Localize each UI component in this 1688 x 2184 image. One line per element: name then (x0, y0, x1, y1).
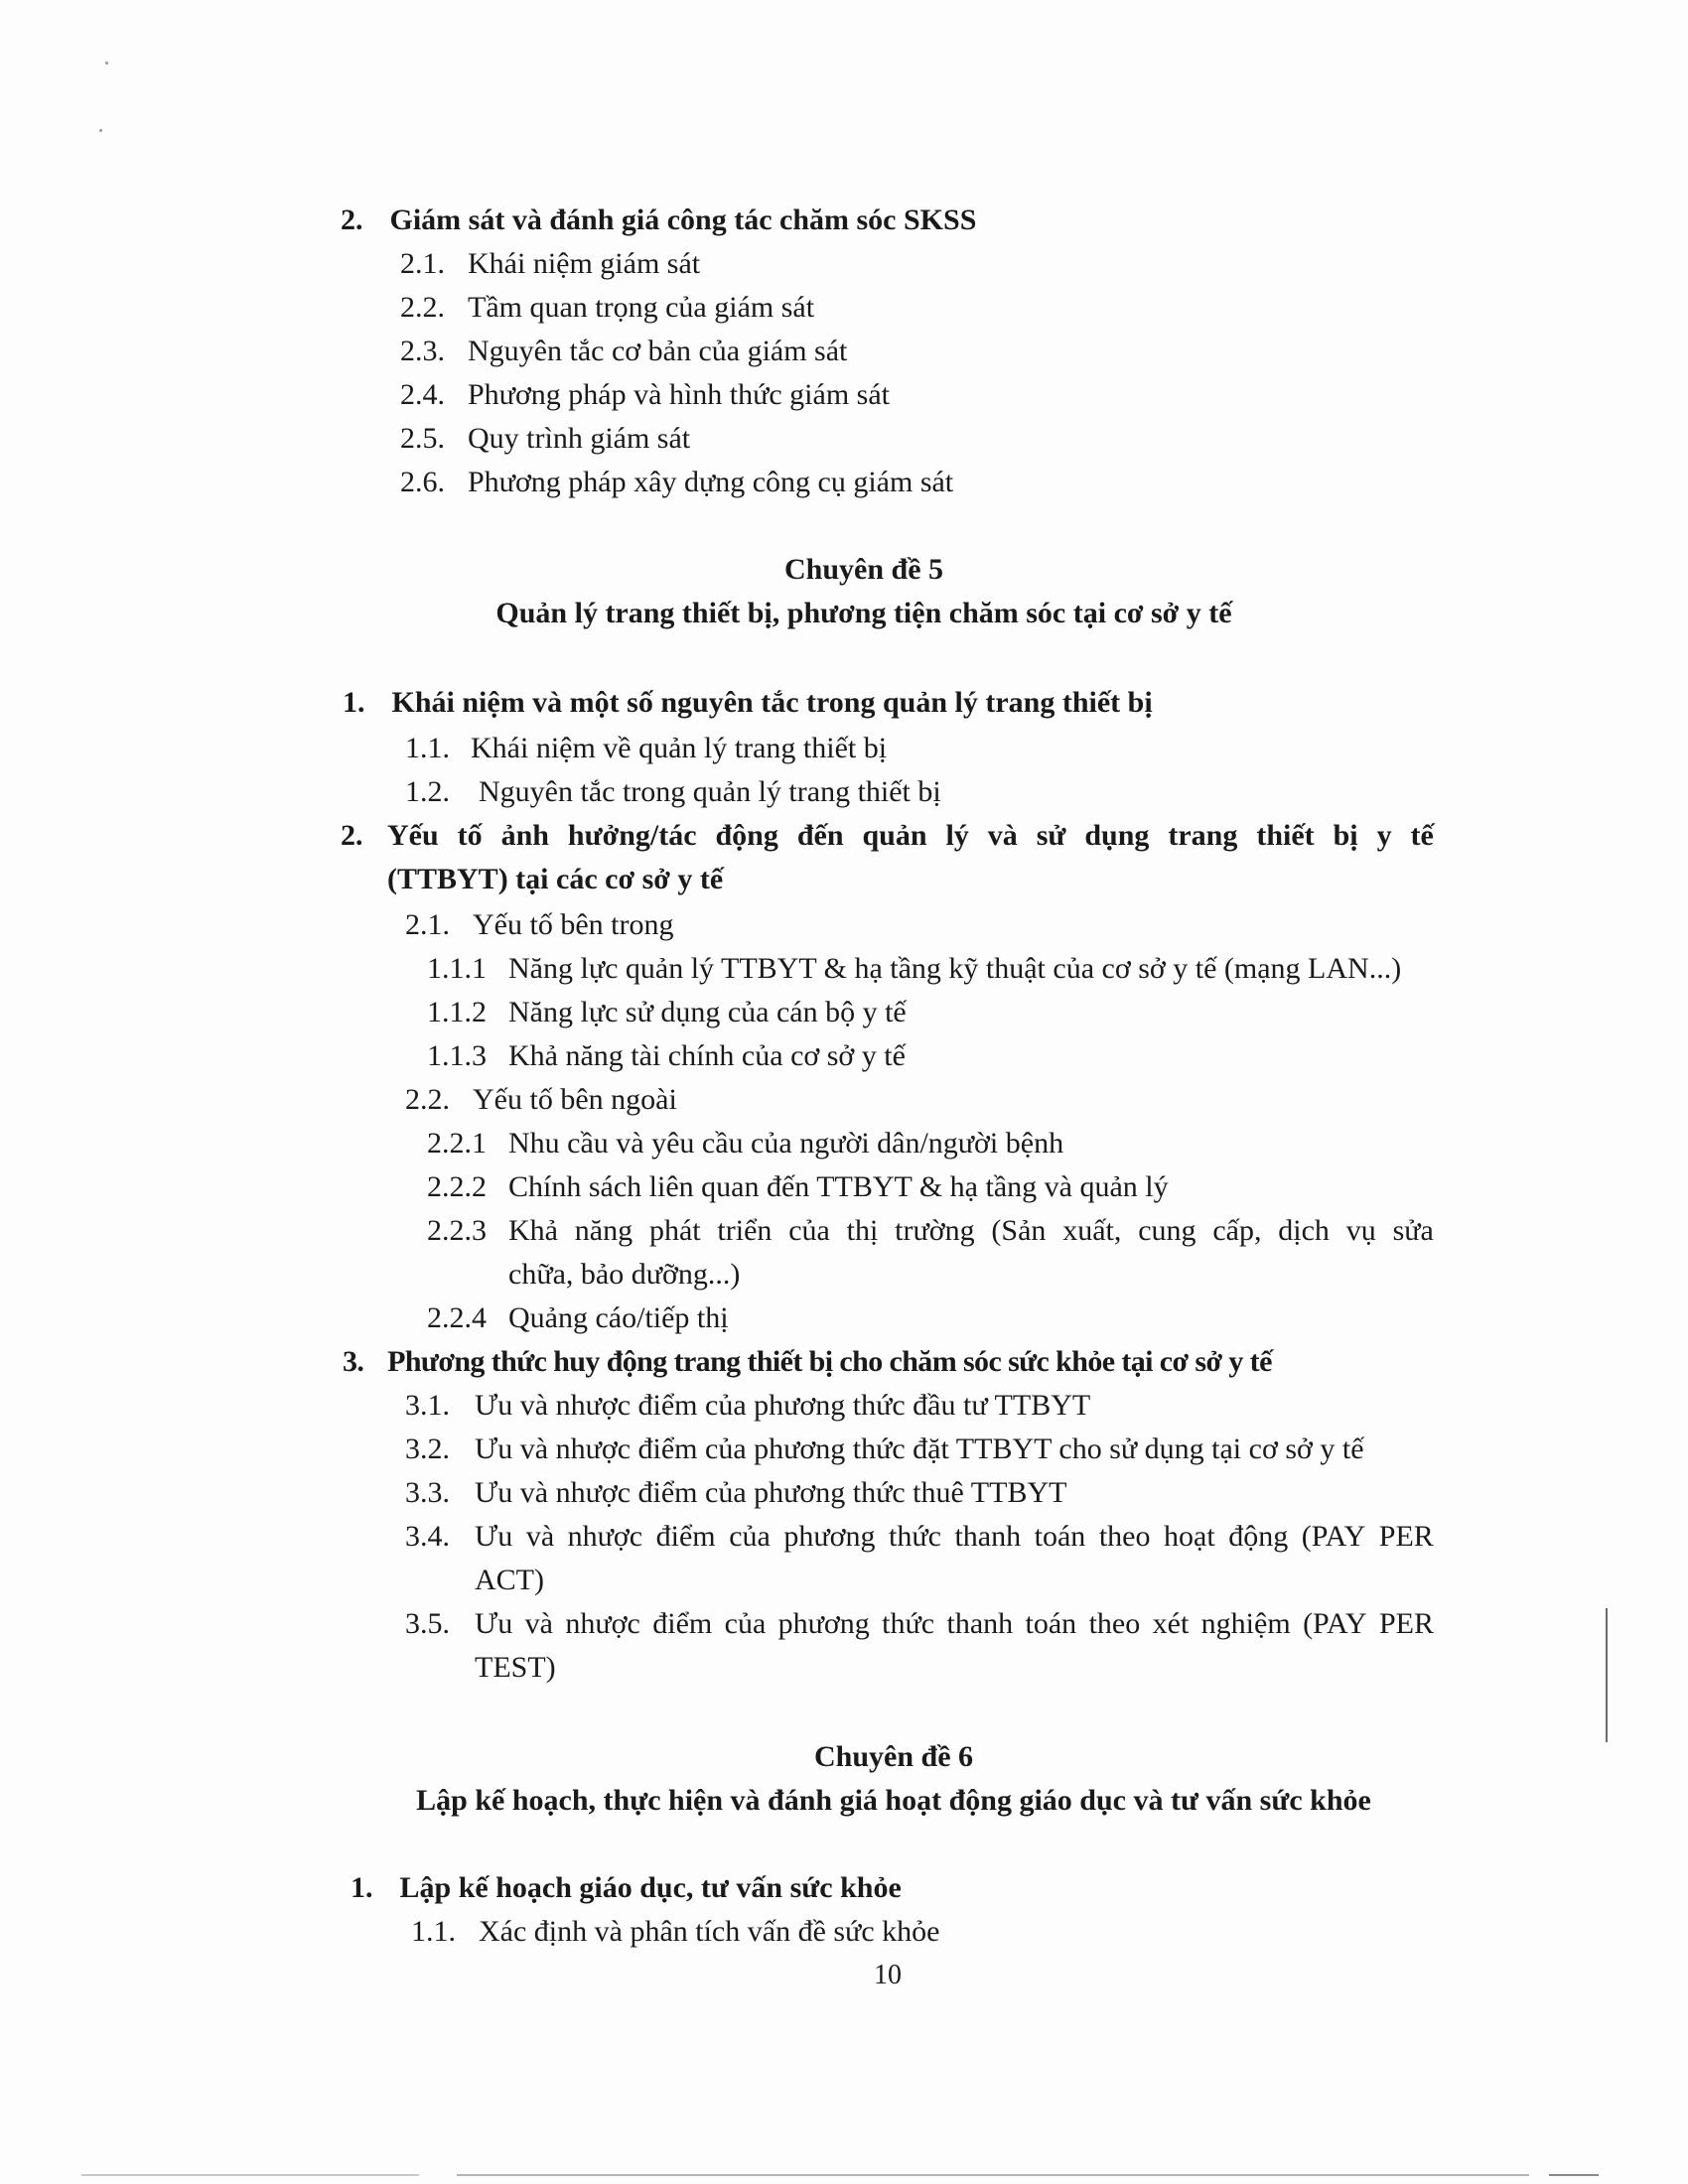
list-item: 1.1.3 Khả năng tài chính của cơ sở y tế (427, 1039, 906, 1072)
word: hoạt (1164, 1520, 1215, 1553)
scan-dot (105, 62, 108, 65)
word: sửa (1392, 1214, 1434, 1247)
word: phương (783, 1520, 876, 1553)
topic-title: Quản lý trang thiết bị, phương tiện chăm sóc tại cơ sở y tế (495, 597, 1232, 629)
list-item: 3.1. Ưu và nhược điểm của phương thức đầu tư TTBYT (405, 1389, 1091, 1422)
word: nhược (565, 1607, 640, 1640)
list-item: 3.3. Ưu và nhược điểm của phương thức thuê TTBYT (405, 1476, 1067, 1509)
topic-title: Lập kế hoạch, thực hiện và đánh giá hoạt động giáo dục và tư vấn sức khỏe (416, 1784, 1371, 1817)
word: bị (1333, 819, 1358, 852)
word: PER (1378, 1520, 1434, 1553)
list-item: 2.3. Nguyên tắc cơ bản của giám sát (400, 335, 848, 367)
list-item: 1.2. Nguyên tắc trong quản lý trang thiết bị (405, 775, 941, 808)
word: xét (1152, 1607, 1190, 1640)
word: trang (1168, 819, 1238, 852)
list-item: 2.2.2 Chính sách liên quan đến TTBYT & hạ tầng và quản lý (427, 1170, 1169, 1203)
word: động (1228, 1520, 1289, 1553)
word: quản (862, 819, 927, 852)
list-item-line (475, 1517, 1434, 1557)
word: thức (882, 1607, 935, 1640)
list-item-line: ACT) (475, 1564, 544, 1596)
word: Ưu (475, 1607, 513, 1640)
word: thức (889, 1520, 941, 1553)
word: thanh (946, 1607, 1014, 1640)
list-item-number: 2.2.3 (427, 1214, 487, 1247)
word: thanh (954, 1520, 1022, 1553)
scan-bottom-line (1549, 2174, 1599, 2176)
list-item-line: TEST) (475, 1651, 556, 1684)
list-item: 1.1.2 Năng lực sử dụng của cán bộ y tế (427, 996, 907, 1028)
word: theo (1088, 1607, 1141, 1640)
word: nhược (567, 1520, 643, 1553)
word: triển (717, 1214, 773, 1247)
list-item: 2.5. Quy trình giám sát (400, 422, 691, 455)
list-item: 2.6. Phương pháp xây dựng công cụ giám sát (400, 466, 954, 498)
word: tố (457, 819, 483, 852)
list-item-number: 3.4. (405, 1520, 450, 1553)
word: xuất, (1062, 1214, 1122, 1247)
list-item: 2.2.4 Quảng cáo/tiếp thị (427, 1301, 729, 1334)
word: và (524, 1607, 553, 1640)
list-item: 2.2.1 Nhu cầu và yêu cầu của người dân/người bệnh (427, 1127, 1064, 1160)
word: toán (1034, 1520, 1086, 1553)
section-heading: 1. Lập kế hoạch giáo dục, tư vấn sức khỏe (351, 1871, 902, 1904)
word: toán (1025, 1607, 1077, 1640)
section-heading: 1. Khái niệm và một số nguyên tắc trong quản lý trang thiết bị (343, 686, 1153, 719)
list-item: 1.1. Xác định và phân tích vấn đề sức khỏe (411, 1915, 940, 1948)
list-item-line (475, 1604, 1434, 1644)
section-title: Giám sát và đánh giá công tác chăm sóc SKSS (389, 204, 977, 236)
section-number: 2. (341, 819, 363, 852)
word: năng (574, 1214, 633, 1247)
word: động (715, 819, 778, 852)
word: thị (846, 1214, 879, 1247)
word: Khả (508, 1214, 558, 1247)
subsection: 2.1. Yếu tố bên trong (405, 908, 674, 941)
word: dịch (1278, 1214, 1330, 1247)
word: ảnh (500, 819, 549, 852)
word: sử (1036, 819, 1066, 852)
word: (Sản (991, 1214, 1047, 1247)
list-item: 1.1.1 Năng lực quản lý TTBYT & hạ tầng kỹ thuật của cơ sở y tế (mạng LAN...) (427, 952, 1402, 985)
word: và (987, 819, 1018, 852)
word: tế (1410, 819, 1434, 852)
word: phát (648, 1214, 701, 1247)
scan-dot (99, 129, 102, 132)
topic-label: Chuyên đề 5 (783, 553, 944, 586)
word: Yếu (387, 819, 439, 852)
word: Ưu (475, 1520, 513, 1553)
word: (PAY (1303, 1607, 1367, 1640)
list-item-line: chữa, bảo dưỡng...) (508, 1258, 741, 1291)
word: của (788, 1214, 830, 1247)
word: (PAY (1301, 1520, 1366, 1553)
section-heading-line (387, 816, 1434, 856)
word: đến (796, 819, 844, 852)
word: nghiệm (1200, 1607, 1291, 1640)
word: trường (895, 1214, 975, 1247)
word: điểm (655, 1520, 716, 1553)
word: cấp, (1212, 1214, 1262, 1247)
word: y (1376, 819, 1392, 852)
section-heading: 3. Phương thức huy động trang thiết bị cho chăm sóc sức khỏe tại cơ sở y tế (343, 1345, 1272, 1378)
scan-bottom-line (81, 2174, 419, 2176)
word: điểm (652, 1607, 713, 1640)
list-item-line (508, 1211, 1434, 1251)
scan-edge-mark (1606, 1608, 1608, 1742)
list-item: 3.2. Ưu và nhược điểm của phương thức đặt TTBYT cho sử dụng tại cơ sở y tế (405, 1433, 1364, 1465)
topic-label: Chuyên đề 6 (813, 1740, 974, 1773)
scan-bottom-line (457, 2174, 1529, 2176)
word: lý (945, 819, 969, 852)
word: của (729, 1520, 771, 1553)
word: hưởng/tác (567, 819, 697, 852)
section-number: 2. (341, 204, 363, 236)
word: dụng (1084, 819, 1150, 852)
word: thiết (1256, 819, 1315, 852)
list-item: 2.4. Phương pháp và hình thức giám sát (400, 378, 890, 411)
word: vụ (1345, 1214, 1376, 1247)
section-heading (341, 201, 976, 240)
word: cung (1138, 1214, 1196, 1247)
section-heading-line: (TTBYT) tại các cơ sở y tế (387, 863, 724, 895)
word: theo (1098, 1520, 1151, 1553)
word: PER (1378, 1607, 1434, 1640)
subsection: 2.2. Yếu tố bên ngoài (405, 1083, 677, 1116)
list-item: 2.2. Tầm quan trọng của giám sát (400, 291, 815, 324)
list-item-number: 3.5. (405, 1607, 450, 1640)
list-item: 2.1. Khái niệm giám sát (400, 247, 701, 280)
word: và (525, 1520, 555, 1553)
list-item: 1.1. Khái niệm về quản lý trang thiết bị (405, 732, 888, 764)
word: của (724, 1607, 767, 1640)
word: phương (777, 1607, 870, 1640)
page-number: 10 (874, 1960, 902, 1990)
